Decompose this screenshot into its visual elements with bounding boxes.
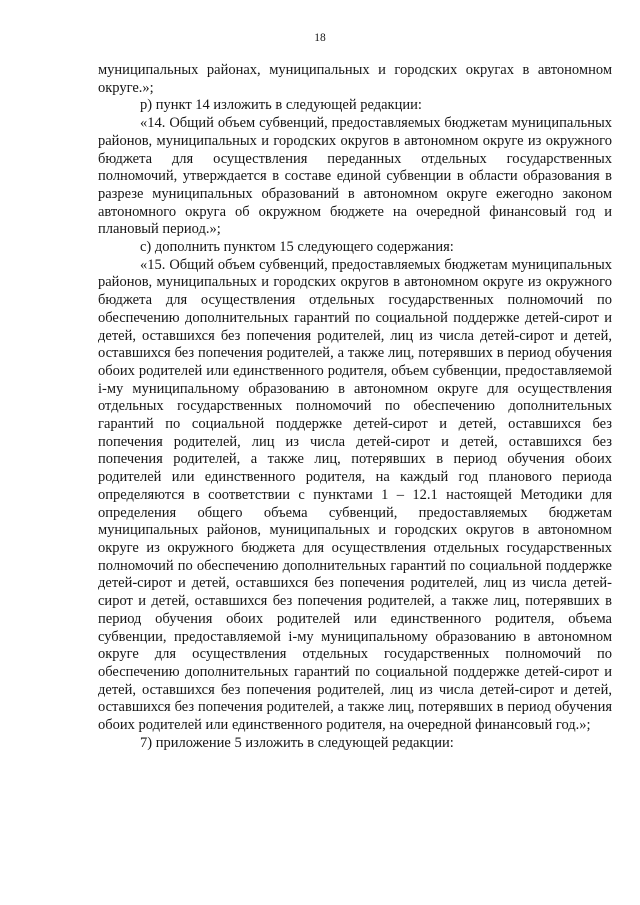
paragraph: «14. Общий объем субвенций, предоставляемых бюджетам муниципальных районов, муниципальных и городских округов в автономном округе из окружного бюджета для осуществления переданных отдельных государственных полномочий, утверждается в составе единой субвенции в области образования в разрезе муниципальных образований в автономном округе ежегодно законом автономного округа об окружном бюджете на очередной финансовый год и плановый период.»;	[98, 115, 612, 238]
paragraph: «15. Общий объем субвенций, предоставляемых бюджетам муниципальных районов, муниципальных и городских округов в автономном округе из окружного бюджета для осуществления отдельных государственных полномочий по обеспечению дополнительных гарантий по социальной поддержке детей-сирот и детей, оставшихся без попечения родителей, лиц из числа детей-сирот и детей, оставшихся без попечения родителей, а также лиц, потерявших в период обучения обоих родителей или единственного родителя, объем субвенции, предоставляемой i-му муниципальному образованию в автономном округе для осуществления отдельных государственных полномочий по обеспечению дополнительных гарантий по социальной поддержке детей-сирот и детей, оставшихся без попечения родителей, лиц из числа детей-сирот и детей, оставшихся без попечения родителей, а также лиц, потерявших в период обучения обоих родителей или единственного родителя, на каждый год планового периода определяются в соответствии с пунктами 1 – 12.1 настоящей Методики для определения общего объема субвенций, предоставляемых бюджетам муниципальных районов, муниципальных и городских округов в автономном округе из окружного бюджета для осуществления отдельных государственных полномочий по обеспечению дополнительных гарантий по социальной поддержке детей-сирот и детей, оставшихся без попечения родителей, лиц из числа детей-сирот и детей, оставшихся без попечения родителей, а также лиц, потерявших в период обучения обоих родителей или единственного родителя, объема субвенции, предоставляемой i-му муниципальному образованию в автономном округе для осуществления отдельных государственных полномочий по обеспечению дополнительных гарантий по социальной поддержке детей-сирот и детей, оставшихся без попечения родителей, лиц из числа детей-сирот и детей, оставшихся без попечения родителей, а также лиц, потерявших в период обучения обоих родителей или единственного родителя, на очередной финансовый год.»;	[98, 256, 612, 734]
page-number: 18	[314, 32, 326, 44]
document-body	[98, 62, 612, 752]
paragraph: с) дополнить пунктом 15 следующего содержания:	[140, 239, 454, 256]
paragraph: муниципальных районах, муниципальных и городских округах в автономном округе.»;	[98, 62, 612, 96]
paragraph: 7) приложение 5 изложить в следующей редакции:	[140, 734, 454, 751]
paragraph: р) пункт 14 изложить в следующей редакции:	[140, 97, 422, 114]
